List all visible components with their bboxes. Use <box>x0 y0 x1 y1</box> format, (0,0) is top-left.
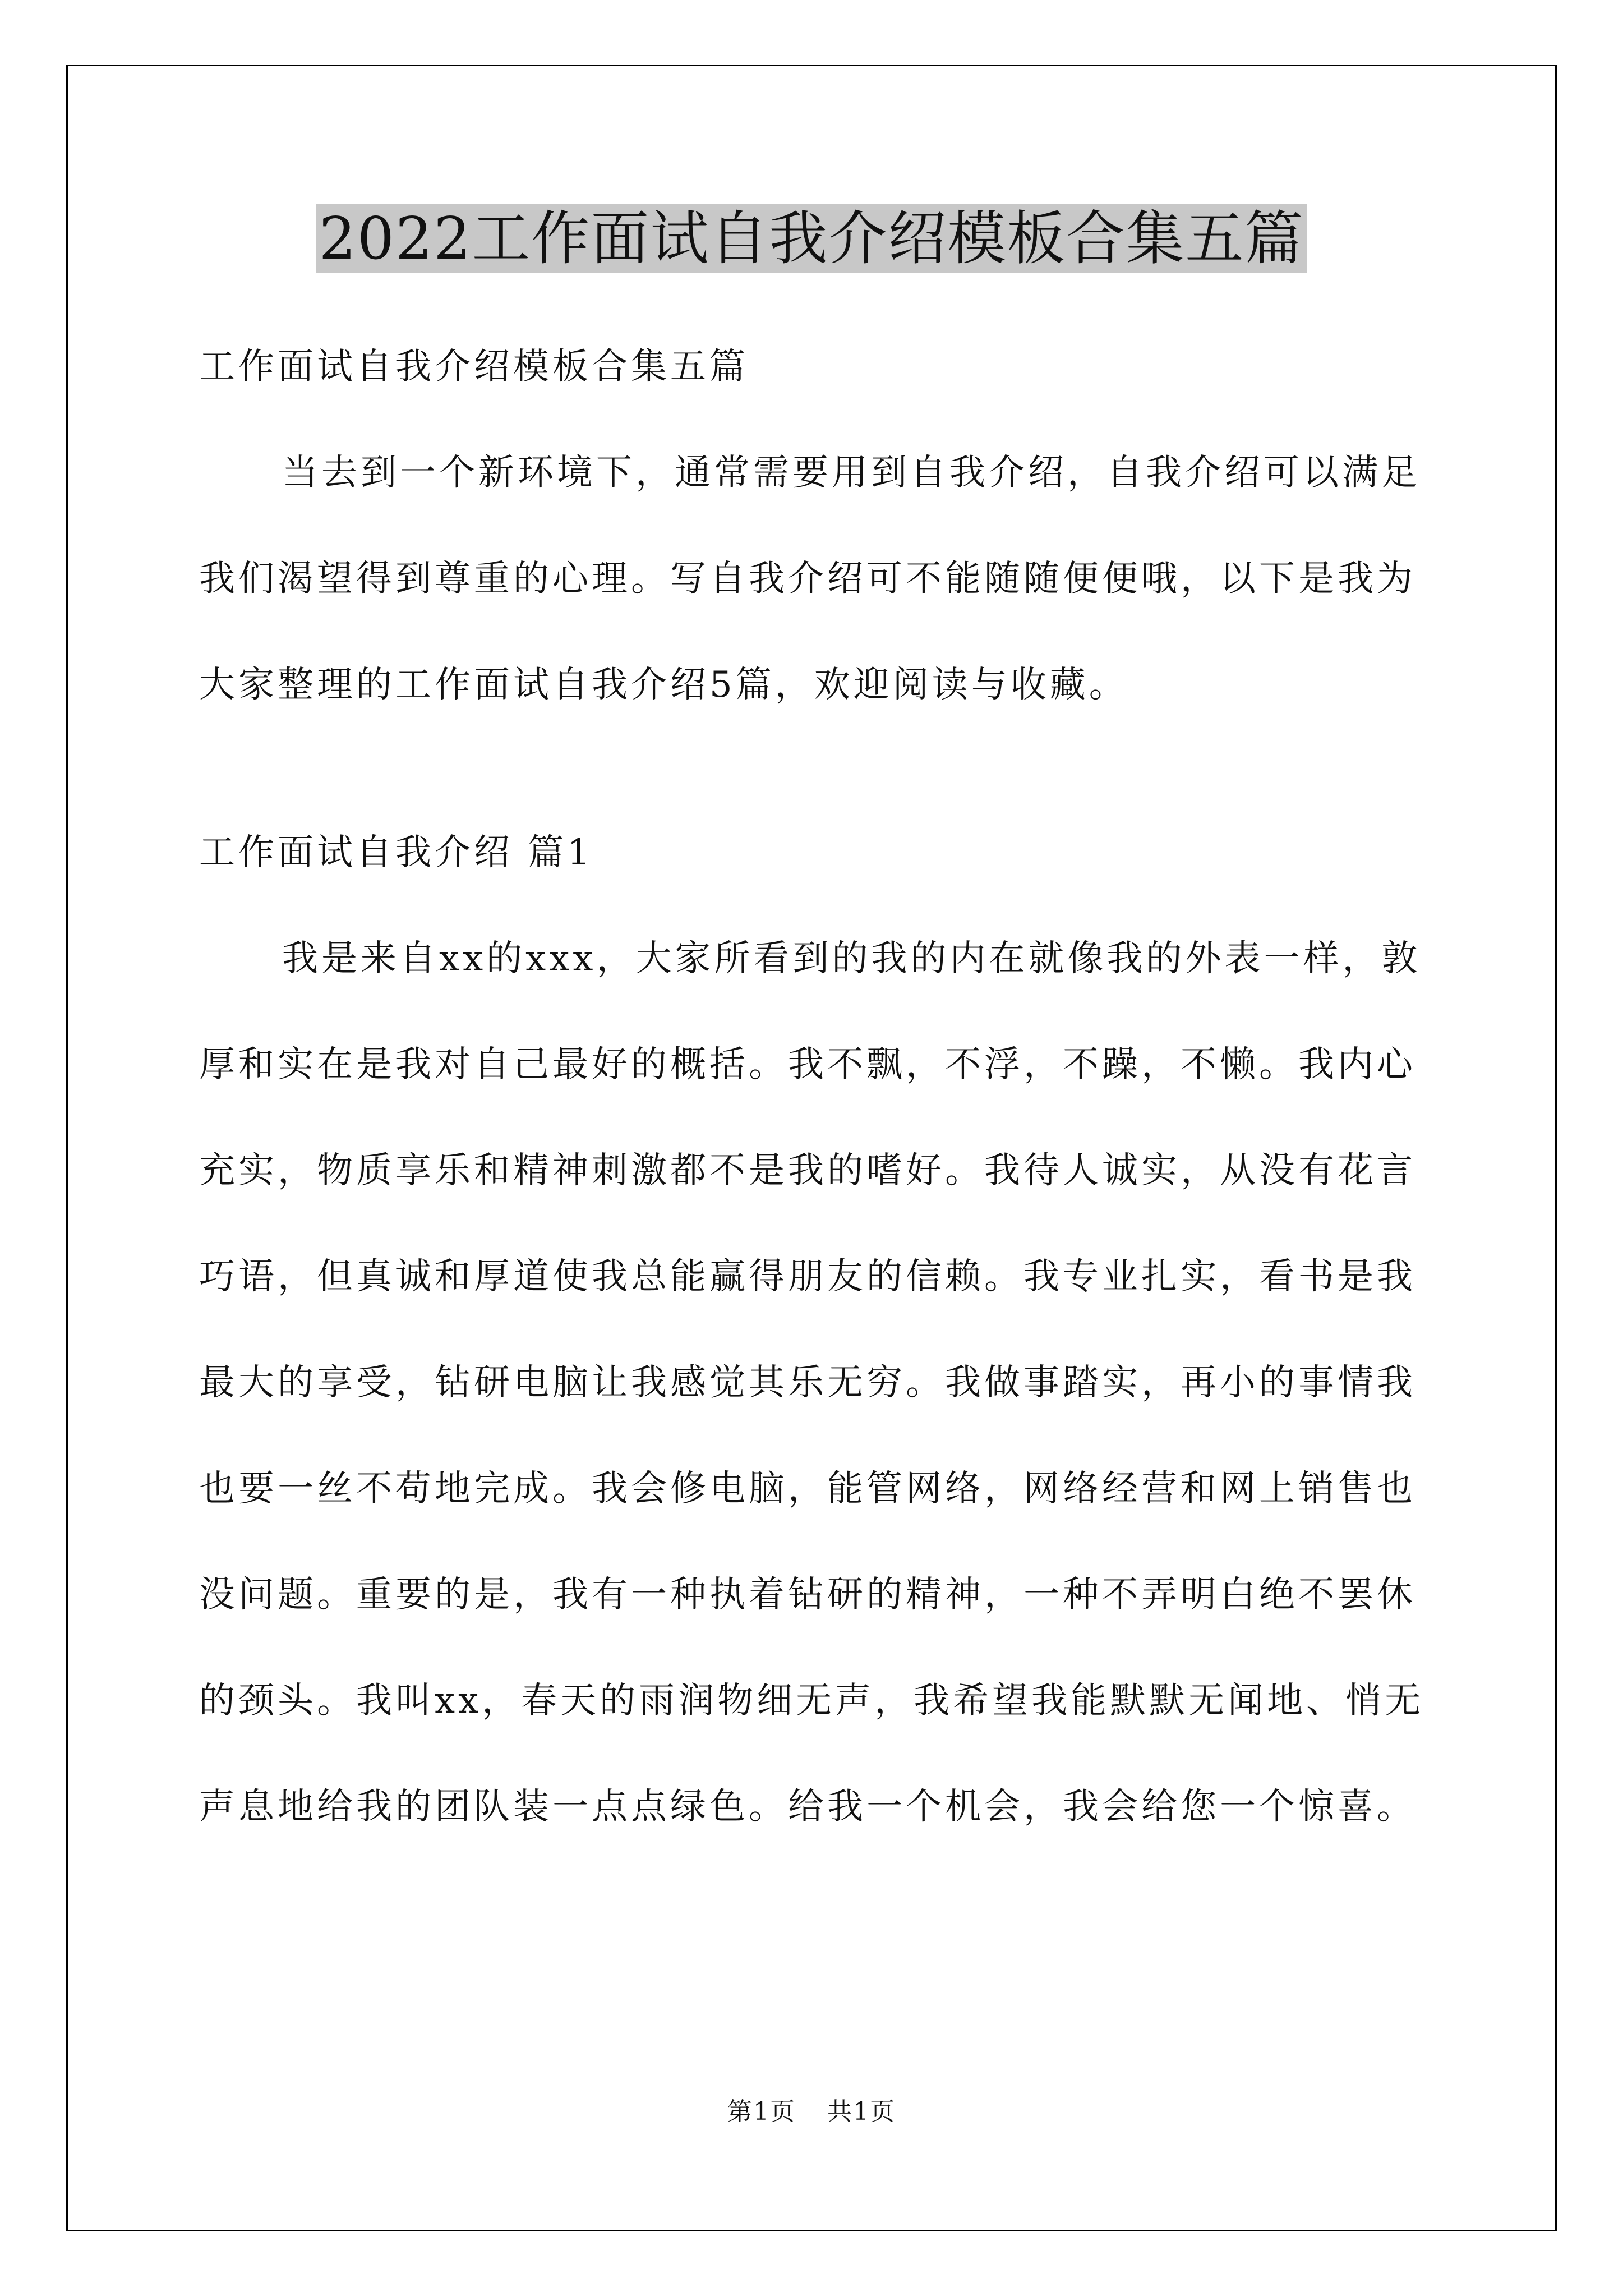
document-subtitle: 工作面试自我介绍模板合集五篇 <box>199 346 749 388</box>
section-gap <box>199 738 1424 800</box>
section-heading: 工作面试自我介绍 篇1 <box>199 832 594 873</box>
page-footer <box>0 2095 1623 2129</box>
page-number-current: 第1页 <box>727 2097 796 2126</box>
document-title <box>0 199 1623 278</box>
document-body <box>199 314 1424 1860</box>
section-paragraph: 我是来自xx的xxx，大家所看到的我的内在就像我的外表一样，敦厚和实在是我对自己最好的概括。我不飘，不浮，不躁，不懒。我内心充实，物质享乐和精神刺激都不是我的嗜好。我待人诚实，从没有花言巧语，但真诚和厚道使我总能赢得朋友的信赖。我专业扎实，看书是我最大的享受，钻研电脑让我感觉其乐无穷。我做事踏实，再小的事情我也要一丝不苟地完成。我会修电脑，能管网络，网络经营和网上销售也没问题。重要的是，我有一种执着钻研的精神，一种不弄明白绝不罢休的颈头。我叫xx，春天的雨润物细无声，我希望我能默默无闻地、悄无声息地给我的团队装一点点绿色。给我一个机会，我会给您一个惊喜。 <box>199 938 1424 1828</box>
intro-paragraph: 当去到一个新环境下，通常需要用到自我介绍，自我介绍可以满足我们渴望得到尊重的心理。写自我介绍可不能随随便便哦，以下是我为大家整理的工作面试自我介绍5篇，欢迎阅读与收藏。 <box>199 452 1421 706</box>
document-title-text: 2022工作面试自我介绍模板合集五篇 <box>316 204 1308 273</box>
page-number-total: 共1页 <box>827 2097 896 2126</box>
